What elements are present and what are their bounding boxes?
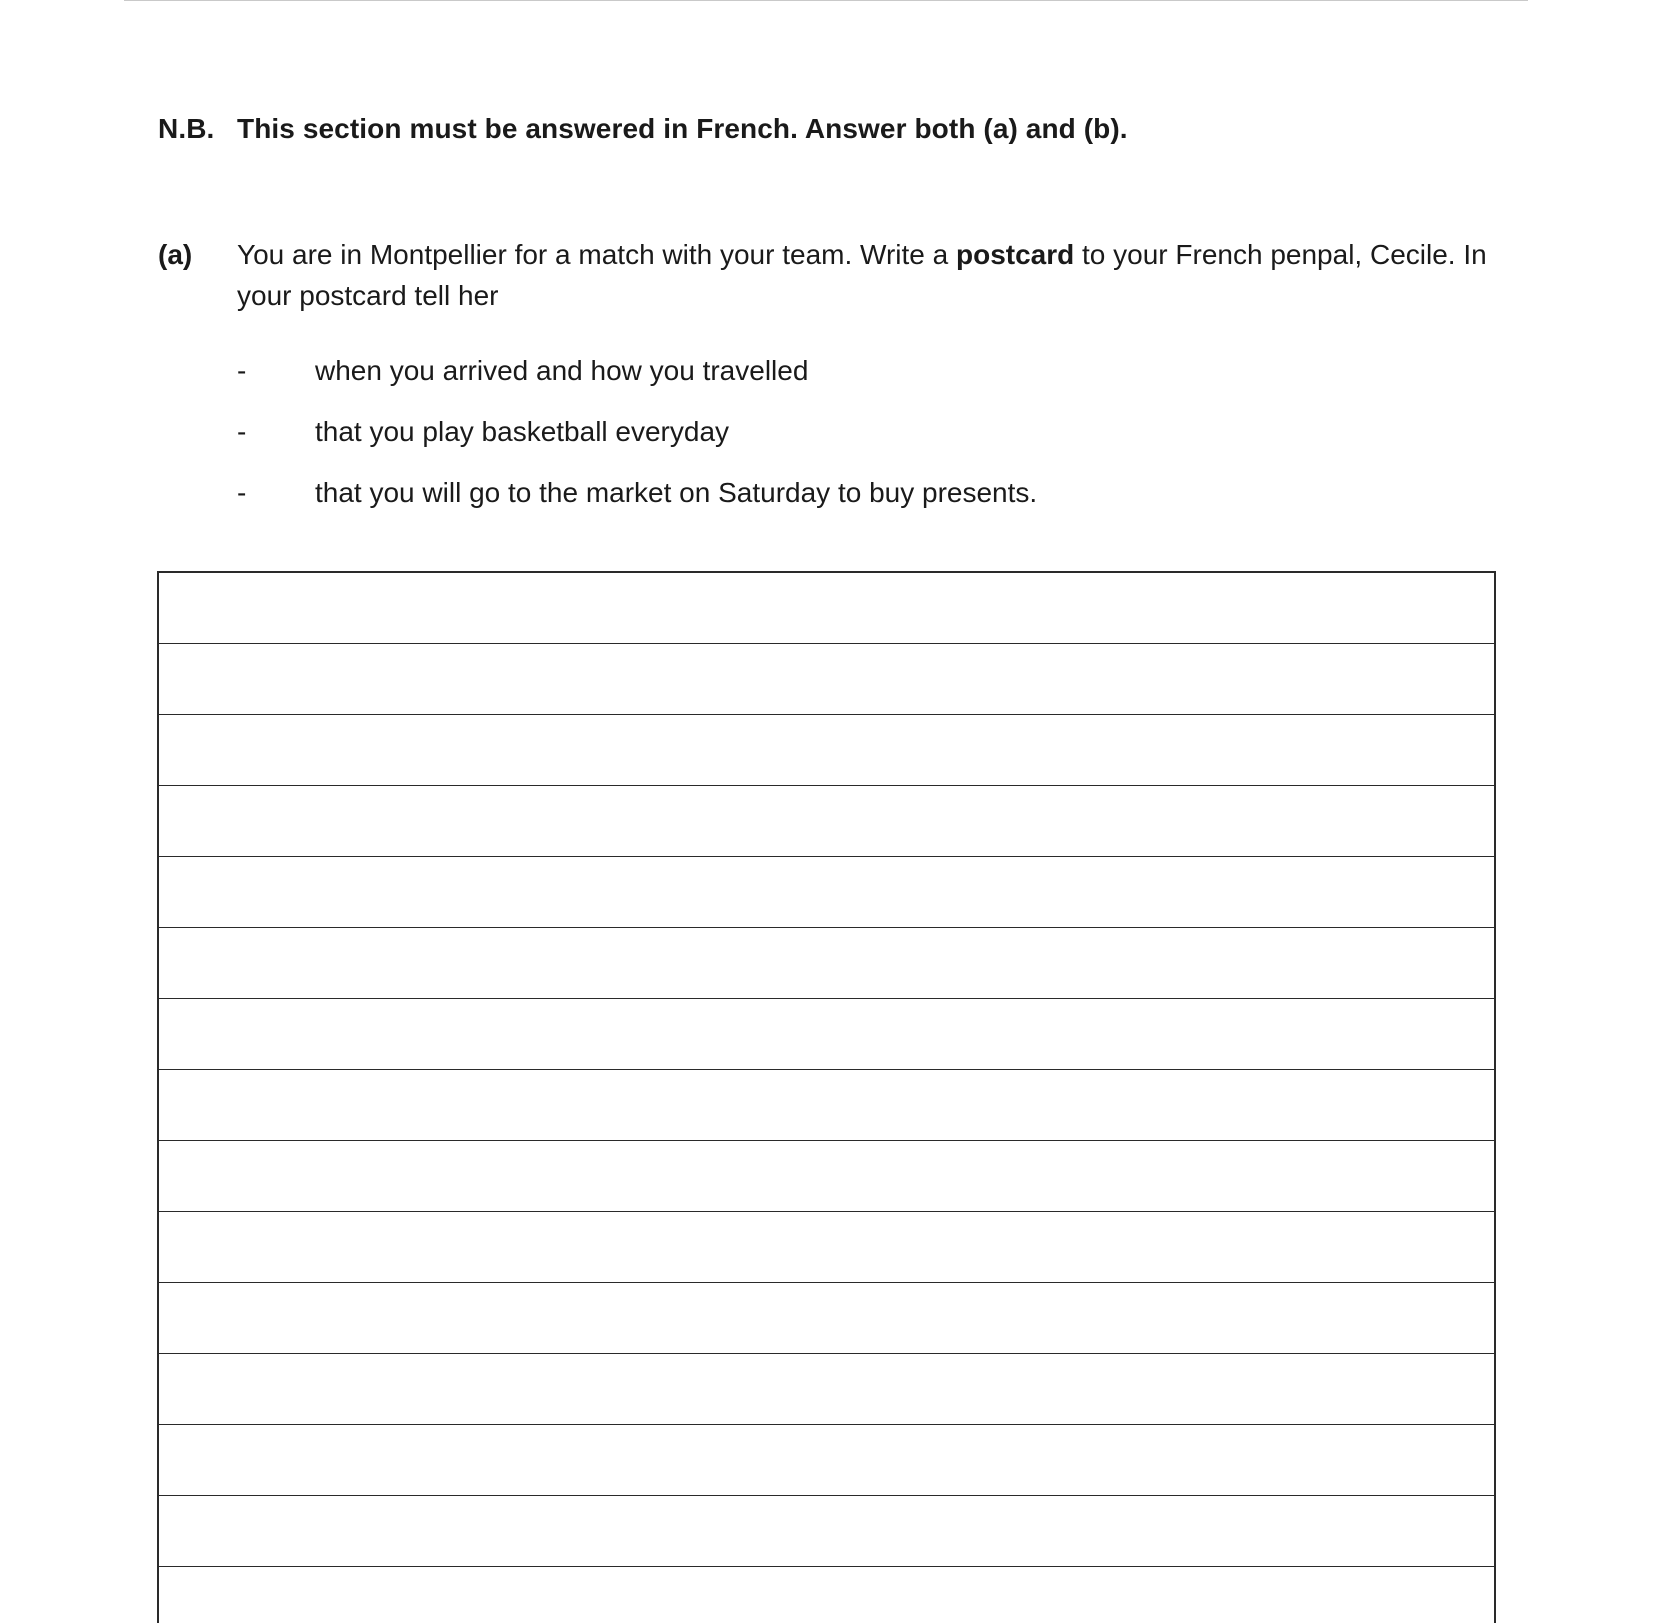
list-item — [237, 355, 1437, 416]
bullet-text: that you play basketball everyday — [315, 416, 730, 447]
bullet-text: when you arrived and how you travelled — [315, 355, 809, 386]
answer-line — [159, 1566, 1494, 1567]
question-label: (a) — [158, 239, 193, 270]
bullet-dash: - — [237, 416, 247, 447]
answer-line — [159, 927, 1494, 928]
answer-line — [159, 998, 1494, 999]
question-text-bold: postcard — [956, 239, 1075, 270]
answer-line — [159, 1424, 1494, 1425]
answer-box[interactable] — [157, 571, 1496, 1623]
bullet-list — [237, 355, 1437, 538]
answer-line — [159, 714, 1494, 715]
bullet-dash: - — [237, 355, 247, 386]
question-text — [237, 234, 1527, 316]
answer-line — [159, 856, 1494, 857]
answer-line — [159, 1282, 1494, 1283]
bullet-text: that you will go to the market on Saturday to buy presents. — [315, 477, 1038, 508]
section-instruction — [158, 113, 1128, 145]
nb-label: N.B. — [158, 113, 215, 144]
answer-line — [159, 1069, 1494, 1070]
list-item — [237, 416, 1437, 477]
answer-line — [159, 1495, 1494, 1496]
bullet-dash: - — [237, 477, 247, 508]
question-text-end: to your French penpal, Cecile. In your postcard tell her — [237, 239, 1487, 311]
answer-line — [159, 785, 1494, 786]
answer-line — [159, 1211, 1494, 1212]
instruction-text: This section must be answered in French. Answer both (a) and (b). — [237, 113, 1128, 144]
list-item — [237, 477, 1437, 538]
question-text-start: You are in Montpellier for a match with your team. Write a — [237, 239, 956, 270]
answer-line — [159, 643, 1494, 644]
answer-line — [159, 1353, 1494, 1354]
answer-line — [159, 1140, 1494, 1141]
top-rule — [124, 0, 1528, 1]
